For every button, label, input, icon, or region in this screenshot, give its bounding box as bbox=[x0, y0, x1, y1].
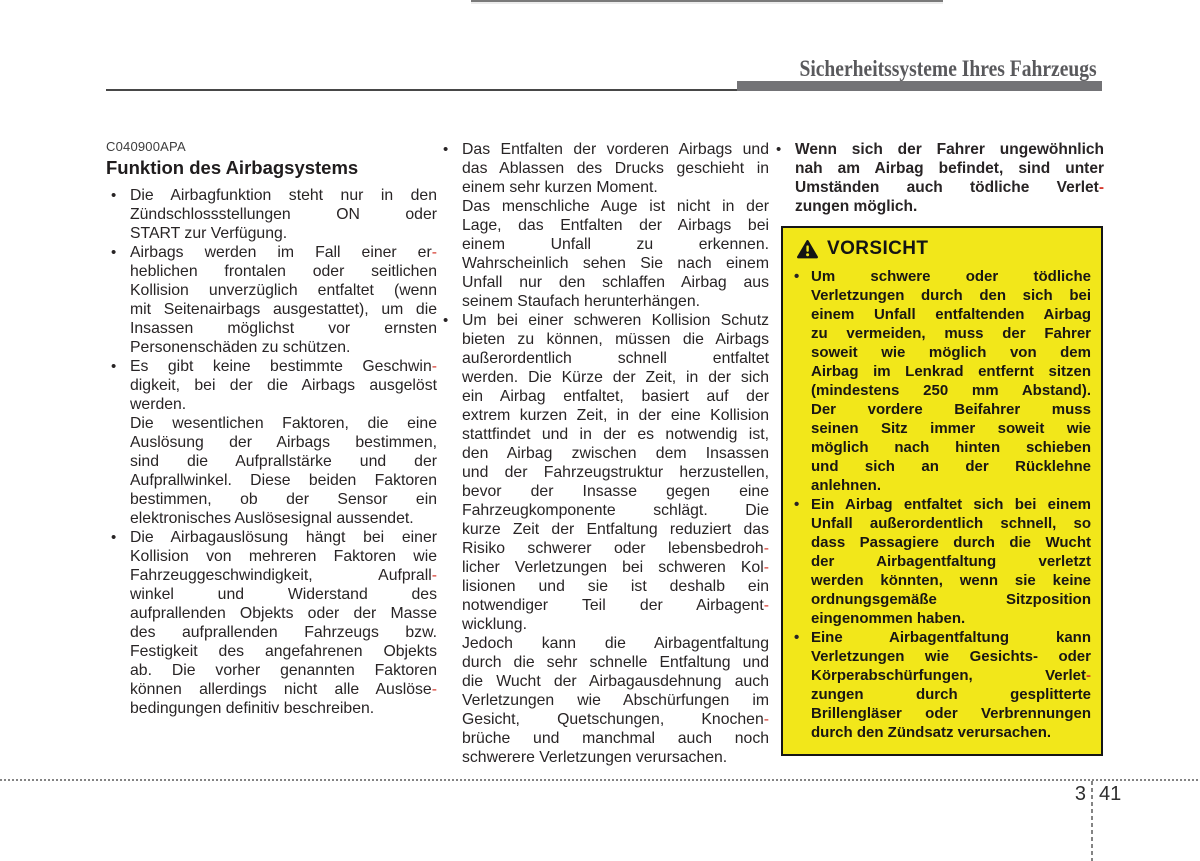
bullet-icon: • bbox=[111, 358, 117, 375]
text-line: Um bei einer schweren Kollision Schutz bbox=[462, 312, 769, 329]
text-line: ein Airbag entfaltet, basiert auf der bbox=[462, 388, 769, 405]
text-line: START zur Verfügung. bbox=[130, 225, 288, 242]
bullet-item bbox=[438, 140, 769, 197]
text-line: heblichen frontalen oder seitlichen bbox=[130, 263, 437, 280]
bullet-item bbox=[438, 311, 769, 634]
paragraph bbox=[438, 197, 769, 311]
text-line: soweit wie möglich von dem bbox=[811, 344, 1091, 361]
column-1-body bbox=[106, 186, 437, 718]
footer-vertical-dashed-line bbox=[1091, 781, 1093, 861]
bullet-item bbox=[106, 186, 437, 243]
text-line: nah am Airbag befindet, sind unter bbox=[795, 160, 1104, 177]
text-line: durch den Zündsatz verursachen. bbox=[811, 724, 1052, 741]
bullet-item bbox=[793, 267, 1091, 495]
text-line: bedingungen definitiv beschreiben. bbox=[130, 700, 375, 717]
text-line: dass Passagiere durch die Wucht bbox=[811, 534, 1091, 551]
bullet-icon: • bbox=[111, 187, 117, 204]
text-line: wicklung. bbox=[462, 616, 527, 633]
bullet-icon: • bbox=[111, 244, 117, 261]
text-line: Unfall außerordentlich schnell, so bbox=[811, 515, 1091, 532]
line-break-hyphen: - bbox=[763, 597, 769, 614]
text-line: Kollision von mehreren Faktoren wie bbox=[130, 548, 437, 565]
line-break-hyphen: - bbox=[763, 711, 769, 728]
text-line: zu vermeiden, muss der Fahrer bbox=[811, 325, 1091, 342]
text-line: das Ablassen des Drucks geschieht in bbox=[462, 160, 769, 177]
text-line: (mindestens 250 mm Abstand). bbox=[811, 382, 1091, 399]
text-line: Verletzungen durch den sich bei bbox=[811, 287, 1091, 304]
text-line: Das menschliche Auge ist nicht in der bbox=[462, 198, 769, 215]
text-line: einem Unfall entfaltenden Airbag bbox=[811, 306, 1091, 323]
text-line: schwerere Verletzungen verursachen. bbox=[462, 749, 728, 766]
text-line: mit Seitenairbags ausgestattet), um die bbox=[130, 301, 437, 318]
text-column-1 bbox=[106, 140, 437, 718]
text-line: Der vordere Beifahrer muss bbox=[811, 401, 1091, 418]
text-line: Wahrscheinlich sehen Sie nach einem bbox=[462, 255, 769, 272]
text-line: aufprallenden Objekts oder der Masse bbox=[130, 605, 437, 622]
text-line: können allerdings nicht alle Auslöse- bbox=[130, 681, 437, 698]
paragraph bbox=[106, 414, 437, 528]
text-line: die Wucht der Airbagausdehnung auch bbox=[462, 673, 769, 690]
text-line: Airbags werden im Fall einer er- bbox=[130, 244, 437, 261]
text-line: Fahrzeugkomponente schlägt. Die bbox=[462, 502, 769, 519]
text-line: Verletzungen wie Gesichts- oder bbox=[811, 648, 1091, 665]
text-line: lisionen und sie ist deshalb ein bbox=[462, 578, 769, 595]
text-line: Jedoch kann die Airbagentfaltung bbox=[462, 635, 769, 652]
column-3-body bbox=[771, 140, 1104, 216]
text-column-2 bbox=[438, 140, 769, 767]
text-line: einem sehr kurzen Moment. bbox=[462, 179, 658, 196]
text-line: Eine Airbagentfaltung kann bbox=[811, 629, 1091, 646]
text-line: Insassen möglichst vor ernsten bbox=[130, 320, 437, 337]
text-line: Umständen auch tödliche Verlet- bbox=[795, 179, 1104, 196]
text-line: ordnungsgemäße Sitzposition bbox=[811, 591, 1091, 608]
text-line: anlehnen. bbox=[811, 477, 882, 494]
caution-box bbox=[781, 226, 1103, 756]
line-break-hyphen: - bbox=[763, 559, 769, 576]
text-line: Auslösung der Airbags bestimmen, bbox=[130, 434, 437, 451]
text-line: Airbag im Lenkrad entfernt sitzen bbox=[811, 363, 1091, 380]
line-break-hyphen: - bbox=[431, 358, 437, 375]
text-line: sind die Aufprallstärke und der bbox=[130, 453, 437, 470]
section-heading: Funktion des Airbagsystems bbox=[106, 157, 359, 178]
text-line: elektronisches Auslösesignal aussendet. bbox=[130, 510, 414, 527]
text-line: Lage, das Entfalten der Airbags bei bbox=[462, 217, 769, 234]
footer-dashed-line bbox=[0, 779, 1200, 781]
text-line: brüche und manchmal auch noch bbox=[462, 730, 769, 747]
text-column-3 bbox=[771, 140, 1104, 756]
section-code: C040900APA bbox=[106, 139, 186, 154]
line-break-hyphen: - bbox=[763, 540, 769, 557]
text-line: außerordentlich schnell entfaltet bbox=[462, 350, 769, 367]
bullet-icon: • bbox=[443, 141, 449, 158]
text-line: zungen möglich. bbox=[795, 198, 918, 215]
text-line: digkeit, bei der die Airbags ausgelöst bbox=[130, 377, 437, 394]
text-line: möglich nach hinten schieben bbox=[811, 439, 1091, 456]
text-line: der Airbagentfaltung verletzt bbox=[811, 553, 1091, 570]
text-line: seinen Sitz immer soweit wie bbox=[811, 420, 1091, 437]
bullet-item bbox=[106, 528, 437, 718]
caution-title: VORSICHT bbox=[827, 238, 929, 259]
bullet-item bbox=[793, 495, 1091, 628]
top-edge-bar bbox=[471, 0, 943, 4]
text-line: bestimmen, ob der Sensor ein bbox=[130, 491, 437, 508]
header-divider-thin bbox=[106, 89, 737, 91]
text-line: Ein Airbag entfaltet sich bei einem bbox=[811, 496, 1091, 513]
text-line: Die Airbagauslösung hängt bei einer bbox=[130, 529, 437, 546]
text-line: kurze Zeit der Entfaltung reduziert das bbox=[462, 521, 769, 538]
text-line: Gesicht, Quetschungen, Knochen- bbox=[462, 711, 769, 728]
text-line: Um schwere oder tödliche bbox=[811, 268, 1091, 285]
text-line: Zündschlossstellungen ON oder bbox=[130, 206, 437, 223]
bullet-icon: • bbox=[794, 268, 800, 285]
bullet-item bbox=[106, 243, 437, 357]
text-line: Kollision unverzüglich entfaltet (wenn bbox=[130, 282, 437, 299]
line-break-hyphen: - bbox=[1086, 667, 1091, 684]
bullet-icon: • bbox=[794, 496, 800, 513]
text-line: Wenn sich der Fahrer ungewöhnlich bbox=[795, 141, 1104, 158]
text-line: Festigkeit des angefahrenen Objekts bbox=[130, 643, 437, 660]
text-line: Brillengläser oder Verbrennungen bbox=[811, 705, 1091, 722]
bullet-item bbox=[771, 140, 1104, 216]
text-line: des aufprallenden Fahrzeugs bzw. bbox=[130, 624, 437, 641]
text-line: extrem kurzen Zeit, in der eine Kollision bbox=[462, 407, 769, 424]
text-line: notwendiger Teil der Airbagent- bbox=[462, 597, 769, 614]
text-line: Das Entfalten der vorderen Airbags und bbox=[462, 141, 769, 158]
text-line: Personenschäden zu schützen. bbox=[130, 339, 351, 356]
bullet-icon: • bbox=[111, 529, 117, 546]
text-line: werden. bbox=[130, 396, 187, 413]
text-line: Die wesentlichen Faktoren, die eine bbox=[130, 415, 437, 432]
text-line: Aufprallwinkel. Diese beiden Faktoren bbox=[130, 472, 437, 489]
text-line: licher Verletzungen bei schweren Kol- bbox=[462, 559, 769, 576]
text-line: Die Airbagfunktion steht nur in den bbox=[130, 187, 437, 204]
line-break-hyphen: - bbox=[431, 567, 437, 584]
text-line: Es gibt keine bestimmte Geschwin- bbox=[130, 358, 437, 375]
text-line: werden. Die Kürze der Zeit, in der sich bbox=[462, 369, 769, 386]
line-break-hyphen: - bbox=[431, 244, 437, 261]
text-line: ab. Die vorher genannten Faktoren bbox=[130, 662, 437, 679]
text-line: seinem Staufach herunterhängen. bbox=[462, 293, 700, 310]
text-line: zungen durch gesplitterte bbox=[811, 686, 1091, 703]
chapter-number: 3 bbox=[1074, 783, 1086, 805]
line-break-hyphen: - bbox=[431, 681, 437, 698]
text-line: Risiko schwerer oder lebensbedroh- bbox=[462, 540, 769, 557]
caution-body bbox=[793, 267, 1091, 742]
header-divider-thick bbox=[737, 81, 1102, 91]
caution-header bbox=[796, 238, 1091, 260]
warning-triangle-icon bbox=[796, 239, 819, 259]
text-line: und der Fahrzeugstruktur herzustellen, bbox=[462, 464, 769, 481]
page-number: 41 bbox=[1099, 783, 1122, 805]
text-line: und sich an der Rücklehne bbox=[811, 458, 1091, 475]
paragraph bbox=[438, 634, 769, 767]
column-2-body bbox=[438, 140, 769, 767]
text-line: stattfindet und in der es notwendig ist, bbox=[462, 426, 769, 443]
text-line: Verletzungen wie Abschürfungen im bbox=[462, 692, 769, 709]
text-line: eingenommen haben. bbox=[811, 610, 966, 627]
bullet-icon: • bbox=[794, 629, 800, 646]
text-line: werden könnten, wenn sie keine bbox=[811, 572, 1091, 589]
text-line: Körperabschürfungen, Verlet- bbox=[811, 667, 1091, 684]
page-title: Sicherheitssysteme Ihres Fahrzeugs bbox=[799, 56, 1097, 81]
bullet-icon: • bbox=[776, 141, 782, 158]
line-break-hyphen: - bbox=[1098, 179, 1104, 196]
text-line: bieten zu können, müssen die Airbags bbox=[462, 331, 769, 348]
text-line: den Airbag zwischen dem Insassen bbox=[462, 445, 769, 462]
text-line: durch die sehr schnelle Entfaltung und bbox=[462, 654, 769, 671]
bullet-icon: • bbox=[443, 312, 449, 329]
text-line: winkel und Widerstand des bbox=[130, 586, 437, 603]
text-line: bevor der Insasse gegen eine bbox=[462, 483, 769, 500]
bullet-item bbox=[106, 357, 437, 414]
bullet-item bbox=[793, 628, 1091, 742]
text-line: einem Unfall zu erkennen. bbox=[462, 236, 769, 253]
text-line: Fahrzeuggeschwindigkeit, Aufprall- bbox=[130, 567, 437, 584]
text-line: Unfall nur den schlaffen Airbag aus bbox=[462, 274, 769, 291]
